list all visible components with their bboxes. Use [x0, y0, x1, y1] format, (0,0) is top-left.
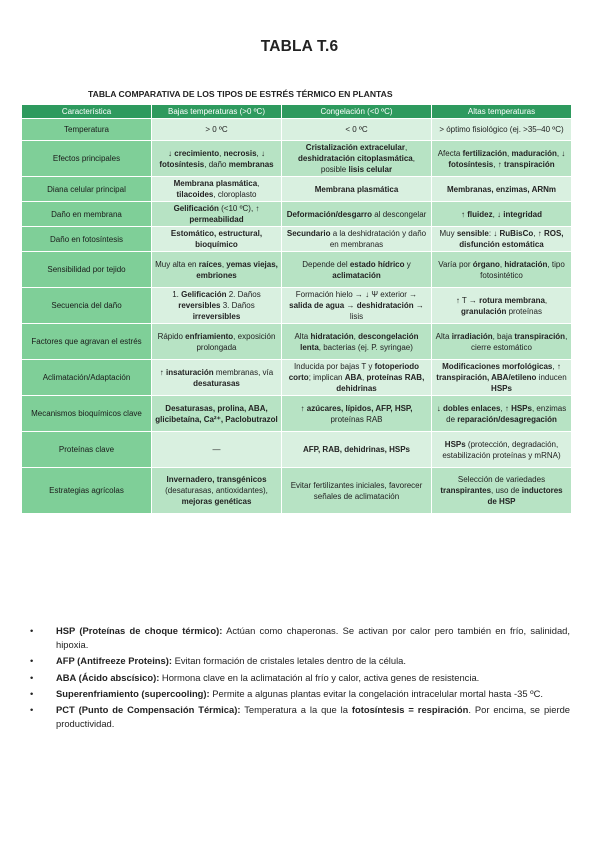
table-row	[22, 252, 572, 288]
table-cell: < 0 ºC	[282, 119, 432, 141]
note-text: Temperatura a la que la fotosíntesis = respiración. Por encima, se pierde productividad.	[56, 704, 570, 730]
table-cell: Membranas, enzimas, ARNm	[432, 177, 572, 202]
notes-list	[30, 624, 570, 733]
table-cell: ↑ azúcares, lípidos, AFP, HSP, proteínas RAB	[282, 396, 432, 432]
table-cell: Evitar fertilizantes iniciales, favorecer señales de aclimatación	[282, 468, 432, 514]
table-cell: Alta hidratación, descongelación lenta, bacterias (ej. P. syringae)	[282, 324, 432, 360]
table-row	[22, 119, 572, 141]
note-term: ABA (Ácido abscísico):	[56, 671, 160, 683]
table-cell: Invernadero, transgénicos (desaturasas, antioxidantes), mejoras genéticas	[152, 468, 282, 514]
note-text: Evitan formación de cristales letales dentro de la célula.	[172, 655, 406, 667]
table-cell: ↑ insaturación membranas, vía desaturasas	[152, 360, 282, 396]
row-feature: Estrategias agrícolas	[22, 468, 152, 514]
table-row	[22, 227, 572, 252]
note-item	[30, 624, 570, 652]
header-cell: Altas temperaturas	[432, 105, 572, 119]
note-term: AFP (Antifreeze Proteins):	[56, 655, 172, 667]
note-text: Permite a algunas plantas evitar la congelación intracelular mortal hasta -35 ºC.	[209, 687, 543, 699]
table-row	[22, 432, 572, 468]
table-cell: AFP, RAB, dehidrinas, HSPs	[282, 432, 432, 468]
header-cell: Congelación (<0 ºC)	[282, 105, 432, 119]
note-item	[30, 703, 570, 731]
table-cell: Muy sensible: ↓ RuBisCo, ↑ ROS, disfunción estomática	[432, 227, 572, 252]
table-cell: Desaturasas, prolina, ABA, glicibetaína, Ca²⁺, Paclobutrazol	[152, 396, 282, 432]
table-cell: 1. Gelificación 2. Daños reversibles 3. Daños irreversibles	[152, 288, 282, 324]
table-row	[22, 468, 572, 514]
row-feature: Factores que agravan el estrés	[22, 324, 152, 360]
table-cell: ↑ fluidez, ↓ integridad	[432, 202, 572, 227]
row-feature: Proteínas clave	[22, 432, 152, 468]
note-item	[30, 671, 570, 685]
table-cell: ↓ crecimiento, necrosis, ↓ fotosíntesis, daño membranas	[152, 141, 282, 177]
row-feature: Mecanismos bioquímicos clave	[22, 396, 152, 432]
table-cell: ↓ dobles enlaces, ↑ HSPs, enzimas de reparación/desagregación	[432, 396, 572, 432]
table-row	[22, 202, 572, 227]
note-text: Actúan como chaperonas. Se activan por calor pero también en frío, salinidad, hipoxia.	[56, 625, 570, 651]
table-cell: Afecta fertilización, maduración, ↓ fotosíntesis, ↑ transpiración	[432, 141, 572, 177]
row-feature: Aclimatación/Adaptación	[22, 360, 152, 396]
row-feature: Temperatura	[22, 119, 152, 141]
table-cell: —	[152, 432, 282, 468]
table-cell: Secundario a la deshidratación y daño en membranas	[282, 227, 432, 252]
bullet-icon: •	[30, 704, 34, 716]
table-cell: Varía por órgano, hidratación, tipo fotosintético	[432, 252, 572, 288]
table-row	[22, 396, 572, 432]
note-item	[30, 687, 570, 701]
header-cell: Bajas temperaturas (>0 ºC)	[152, 105, 282, 119]
row-feature: Diana celular principal	[22, 177, 152, 202]
row-feature: Efectos principales	[22, 141, 152, 177]
table-header-row	[22, 105, 572, 119]
note-term: PCT (Punto de Compensación Térmica):	[56, 704, 241, 716]
bullet-icon: •	[30, 655, 34, 667]
table-title: TABLA COMPARATIVA DE LOS TIPOS DE ESTRÉS TÉRMICO EN PLANTAS	[88, 89, 393, 99]
table-cell: Modificaciones morfológicas, ↑ transpiración, ABA/etileno inducen HSPs	[432, 360, 572, 396]
comparison-table	[21, 104, 572, 514]
table-cell: HSPs (protección, degradación, estabilización proteínas y mRNA)	[432, 432, 572, 468]
table-cell: Deformación/desgarro al descongelar	[282, 202, 432, 227]
note-text: Hormona clave en la aclimatación al frío y calor, activa genes de resistencia.	[159, 671, 480, 683]
row-feature: Sensibilidad por tejido	[22, 252, 152, 288]
table-cell: Depende del estado hídrico y aclimatación	[282, 252, 432, 288]
table-cell: Membrana plasmática, tilacoides, cloroplasto	[152, 177, 282, 202]
bullet-icon: •	[30, 625, 34, 636]
note-item	[30, 654, 570, 668]
table-cell: > 0 ºC	[152, 119, 282, 141]
table-cell: Membrana plasmática	[282, 177, 432, 202]
table-cell: Rápido enfriamiento, exposición prolongada	[152, 324, 282, 360]
table-cell: Cristalización extracelular, deshidratación citoplasmática, posible lisis celular	[282, 141, 432, 177]
note-term: Superenfriamiento (supercooling):	[56, 687, 210, 699]
table-cell: Estomático, estructural, bioquímico	[152, 227, 282, 252]
row-feature: Secuencia del daño	[22, 288, 152, 324]
table-row	[22, 324, 572, 360]
table-cell: Gelificación (<10 ºC), ↑ permeabilidad	[152, 202, 282, 227]
bullet-icon: •	[30, 687, 34, 699]
table-cell: > óptimo fisiológico (ej. >35–40 ºC)	[432, 119, 572, 141]
table-cell: ↑ T → rotura membrana, granulación proteínas	[432, 288, 572, 324]
table-cell: Selección de variedades transpirantes, uso de inductores de HSP	[432, 468, 572, 514]
table-cell: Formación hielo → ↓ Ψ exterior → salida de agua → deshidratación → lisis	[282, 288, 432, 324]
table-cell: Inducida por bajas T y fotoperiodo corto; implican ABA, proteínas RAB, dehidrinas	[282, 360, 432, 396]
table-row	[22, 141, 572, 177]
table-cell: Muy alta en raíces, yemas viejas, embriones	[152, 252, 282, 288]
row-feature: Daño en fotosíntesis	[22, 227, 152, 252]
bullet-icon: •	[30, 671, 34, 683]
table-row	[22, 288, 572, 324]
table-row	[22, 177, 572, 202]
header-cell: Característica	[22, 105, 152, 119]
row-feature: Daño en membrana	[22, 202, 152, 227]
table-row	[22, 360, 572, 396]
table-cell: Alta irradiación, baja transpiración, cierre estomático	[432, 324, 572, 360]
page-title: TABLA T.6	[260, 38, 339, 55]
note-term: HSP (Proteínas de choque térmico):	[56, 625, 223, 636]
